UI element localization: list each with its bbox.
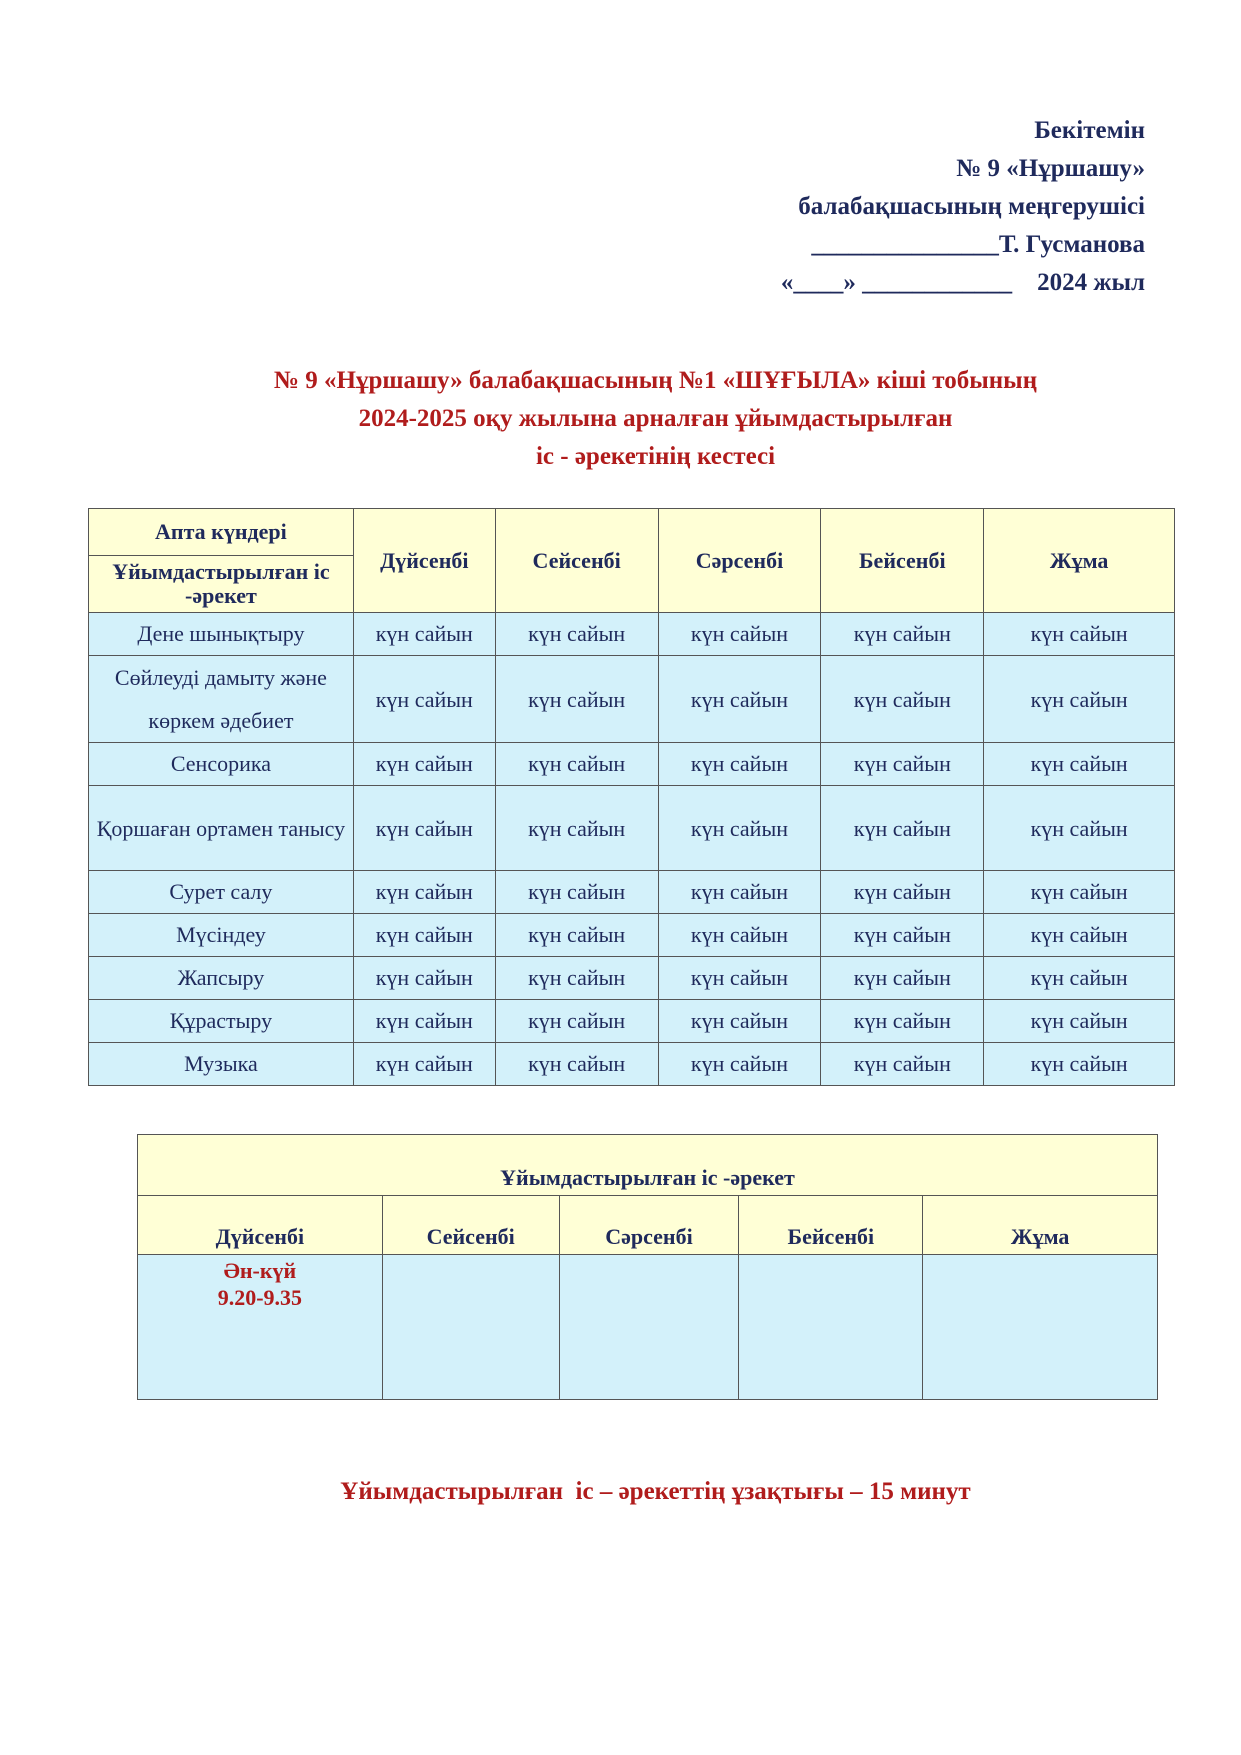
- weekly-day: Жұма: [923, 1196, 1158, 1255]
- monday-lesson-time: 9.20-9.35: [217, 1285, 303, 1310]
- weekly-day: Дүйсенбі: [138, 1196, 383, 1255]
- title-line-2: 2024-2025 оқу жылына арналған ұйымдастырылған: [358, 405, 953, 432]
- activity-name: Дене шынықтыру: [89, 613, 354, 656]
- activity-name: Сурет салу: [89, 871, 354, 914]
- schedule-cell: күн сайын: [353, 1000, 495, 1043]
- weekly-day: Сәрсенбі: [559, 1196, 739, 1255]
- corner-header-days: Апта күндері: [89, 509, 354, 556]
- activity-name: Мүсіндеу: [89, 914, 354, 957]
- schedule-cell: күн сайын: [495, 914, 658, 957]
- schedule-cell: күн сайын: [495, 656, 658, 743]
- weekly-header: Ұйымдастырылған іс -әрекет: [138, 1135, 1158, 1196]
- duration-note: Ұйымдастырылған іс – әрекеттің ұзақтығы – 15 минут: [340, 1478, 971, 1505]
- schedule-cell: күн сайын: [658, 1000, 821, 1043]
- schedule-cell: күн сайын: [984, 957, 1175, 1000]
- header-day: Жұма: [984, 509, 1175, 613]
- schedule-cell: күн сайын: [984, 613, 1175, 656]
- header-day: Бейсенбі: [821, 509, 984, 613]
- schedule-cell: күн сайын: [353, 914, 495, 957]
- schedule-cell: күн сайын: [495, 957, 658, 1000]
- schedule-row: [89, 656, 1175, 743]
- schedule-cell: күн сайын: [821, 613, 984, 656]
- weekly-cell-monday: [138, 1255, 383, 1400]
- header-day: Дүйсенбі: [353, 509, 495, 613]
- weekly-cell-friday: [923, 1255, 1158, 1400]
- schedule-cell: күн сайын: [658, 786, 821, 871]
- schedule-row: [89, 871, 1175, 914]
- schedule-cell: күн сайын: [495, 1043, 658, 1086]
- schedule-cell: күн сайын: [353, 613, 495, 656]
- schedule-table: [88, 508, 1175, 1086]
- schedule-cell: күн сайын: [658, 871, 821, 914]
- schedule-cell: күн сайын: [495, 613, 658, 656]
- schedule-cell: күн сайын: [658, 914, 821, 957]
- schedule-cell: күн сайын: [658, 1043, 821, 1086]
- schedule-cell: күн сайын: [658, 613, 821, 656]
- schedule-row: [89, 957, 1175, 1000]
- schedule-cell: күн сайын: [353, 656, 495, 743]
- weekly-cell-tuesday: [382, 1255, 559, 1400]
- schedule-row: [89, 914, 1175, 957]
- schedule-row: [89, 613, 1175, 656]
- document-title: [0, 362, 1241, 476]
- activity-name: Құрастыру: [89, 1000, 354, 1043]
- schedule-body: [89, 613, 1175, 1086]
- schedule-cell: күн сайын: [658, 957, 821, 1000]
- schedule-cell: күн сайын: [821, 743, 984, 786]
- weekly-day: Бейсенбі: [739, 1196, 923, 1255]
- schedule-cell: күн сайын: [821, 656, 984, 743]
- schedule-row: [89, 1000, 1175, 1043]
- schedule-row: [89, 1043, 1175, 1086]
- schedule-cell: күн сайын: [821, 914, 984, 957]
- schedule-cell: күн сайын: [821, 786, 984, 871]
- schedule-cell: күн сайын: [658, 656, 821, 743]
- schedule-cell: күн сайын: [984, 656, 1175, 743]
- header-day: Сейсенбі: [495, 509, 658, 613]
- schedule-cell: күн сайын: [984, 786, 1175, 871]
- weekly-cell-thursday: [739, 1255, 923, 1400]
- approval-line-approve: Бекітемін: [1034, 117, 1145, 144]
- header-day: Сәрсенбі: [658, 509, 821, 613]
- activity-name: Музыка: [89, 1043, 354, 1086]
- schedule-cell: күн сайын: [353, 743, 495, 786]
- schedule-cell: күн сайын: [821, 957, 984, 1000]
- approval-line-position: балабақшасының меңгерушісі: [798, 193, 1145, 220]
- activity-name: Қоршаған ортамен танысу: [89, 786, 354, 871]
- weekly-cell-wednesday: [559, 1255, 739, 1400]
- schedule-cell: күн сайын: [984, 914, 1175, 957]
- approval-line-date: «____» ____________ 2024 жыл: [780, 269, 1145, 296]
- schedule-cell: күн сайын: [984, 1000, 1175, 1043]
- monday-lesson-name: Ән-күй: [223, 1258, 297, 1283]
- schedule-cell: күн сайын: [821, 1043, 984, 1086]
- schedule-cell: күн сайын: [984, 743, 1175, 786]
- schedule-row: [89, 743, 1175, 786]
- schedule-cell: күн сайын: [353, 871, 495, 914]
- schedule-cell: күн сайын: [353, 957, 495, 1000]
- schedule-cell: күн сайын: [984, 1043, 1175, 1086]
- schedule-cell: күн сайын: [495, 786, 658, 871]
- schedule-cell: күн сайын: [495, 871, 658, 914]
- approval-block: [781, 112, 1145, 302]
- title-line-3: іс - әрекетінің кестесі: [535, 443, 776, 470]
- approval-line-kindergarten: № 9 «Нұршашу»: [956, 155, 1145, 182]
- corner-header-activity: Ұйымдастырылған іс -әрекет: [89, 556, 354, 613]
- schedule-cell: күн сайын: [984, 871, 1175, 914]
- schedule-cell: күн сайын: [821, 1000, 984, 1043]
- activity-name: Жапсыру: [89, 957, 354, 1000]
- schedule-cell: күн сайын: [495, 743, 658, 786]
- activity-name: Сөйлеуді дамыту және көркем әдебиет: [89, 656, 354, 743]
- schedule-cell: күн сайын: [495, 1000, 658, 1043]
- approval-line-signature: _______________Т. Гусманова: [811, 231, 1145, 258]
- schedule-cell: күн сайын: [658, 743, 821, 786]
- activity-name: Сенсорика: [89, 743, 354, 786]
- weekly-day: Сейсенбі: [382, 1196, 559, 1255]
- title-line-1: № 9 «Нұршашу» балабақшасының №1 «ШҰҒЫЛА» кіші тобының: [273, 367, 1038, 394]
- weekly-table: [137, 1134, 1158, 1400]
- schedule-cell: күн сайын: [353, 1043, 495, 1086]
- schedule-cell: күн сайын: [821, 871, 984, 914]
- schedule-row: [89, 786, 1175, 871]
- schedule-cell: күн сайын: [353, 786, 495, 871]
